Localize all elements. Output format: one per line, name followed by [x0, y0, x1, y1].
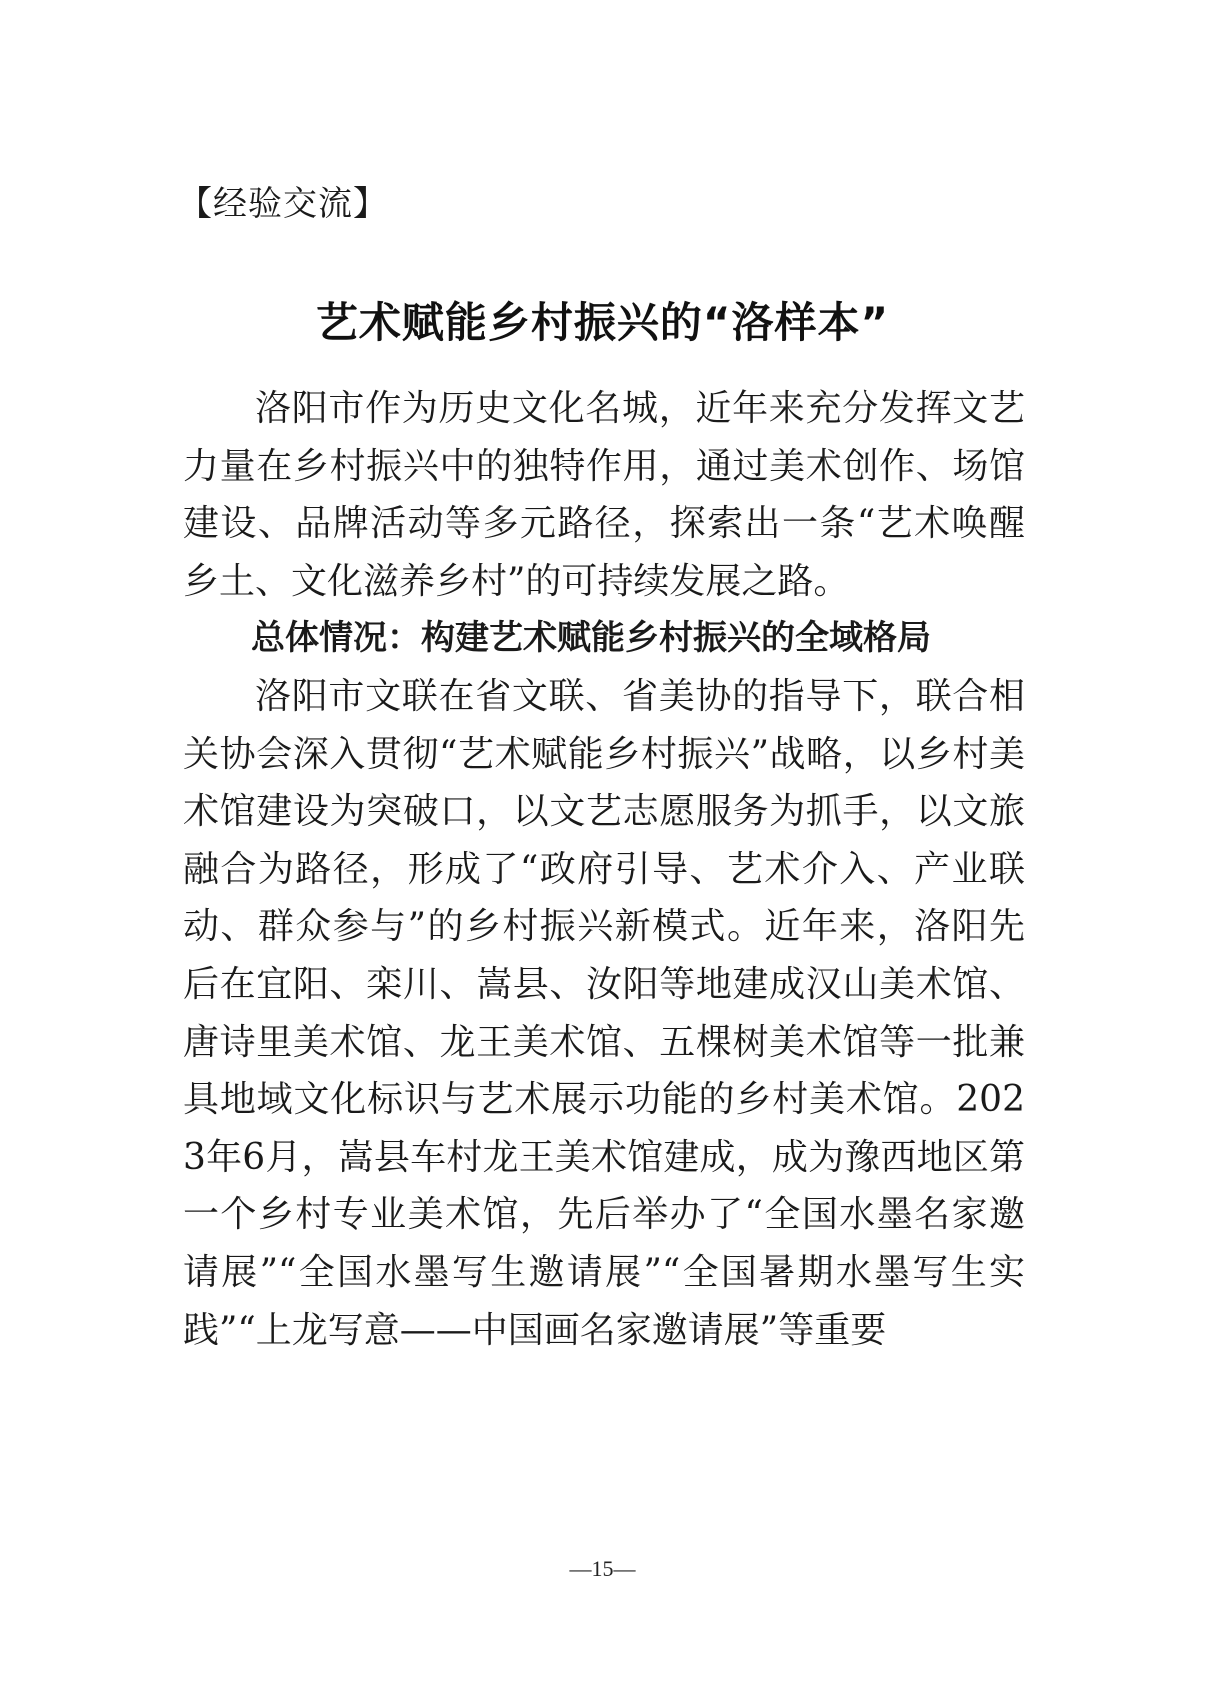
- article-body: [183, 380, 1025, 1359]
- page-number: —15—: [569, 1556, 636, 1581]
- body-paragraph: 洛阳市文联在省文联、省美协的指导下，联合相关协会深入贯彻“艺术赋能乡村振兴”战略，以乡村美术馆建设为突破口，以文艺志愿服务为抓手，以文旅融合为路径，形成了“政府引导、艺术介入、产业联动、群众参与”的乡村振兴新模式。近年来，洛阳先后在宜阳、栾川、嵩县、汝阳等地建成汉山美术馆、唐诗里美术馆、龙王美术馆、五棵树美术馆等一批兼具地域文化标识与艺术展示功能的乡村美术馆。2023年6月，嵩县车村龙王美术馆建成，成为豫西地区第一个乡村专业美术馆，先后举办了“全国水墨名家邀请展”“全国水墨写生邀请展”“全国暑期水墨写生实践”“上龙写意——中国画名家邀请展”等重要: [183, 675, 1025, 1351]
- article-title: 艺术赋能乡村振兴的“洛样本”: [315, 298, 890, 347]
- section-tag: 【经验交流】: [178, 184, 388, 224]
- section-heading: 总体情况：构建艺术赋能乡村振兴的全域格局: [251, 618, 931, 659]
- intro-paragraph: 洛阳市作为历史文化名城，近年来充分发挥文艺力量在乡村振兴中的独特作用，通过美术创作、场馆建设、品牌活动等多元路径，探索出一条“艺术唤醒乡土、文化滋养乡村”的可持续发展之路。: [183, 388, 1025, 602]
